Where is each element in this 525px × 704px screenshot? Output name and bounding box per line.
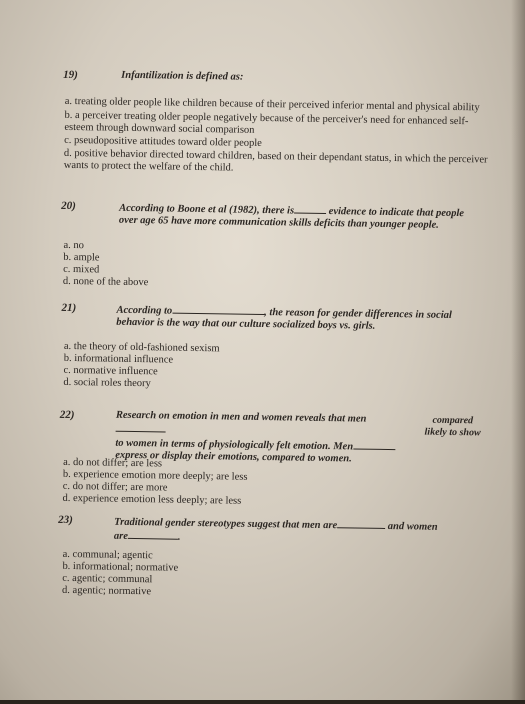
q23-option-d: d. agentic; normative [62, 584, 152, 598]
q22-options [62, 457, 247, 508]
q20-number: 20) [61, 199, 76, 213]
q19-option-a: a. treating older people like children because of their perceived inferior mental and physical ability [64, 95, 480, 114]
q22-answer-blank-1 [116, 422, 166, 433]
q20-stem-line2: over age 65 have more communication skills deficits than younger people. [118, 214, 439, 231]
q23-stem-part-b: and women [387, 520, 438, 533]
q23-stem-part-a: Traditional gender stereotypes suggest that men are [114, 516, 338, 532]
q21-options [63, 341, 219, 391]
q19-number: 19) [63, 68, 78, 82]
q22-option-d: d. experience emotion less deeply; are less [62, 492, 242, 507]
q19-option-c: c. pseudopositive attitudes toward older people [64, 134, 262, 149]
q20-option-c: c. mixed [63, 263, 100, 276]
q22-side-text [418, 414, 488, 439]
q20-stem-part-a: According to Boone et al (1982), there is [119, 202, 295, 217]
q20-option-a: a. no [63, 239, 85, 252]
q22-stem-line1: Research on emotion in men and women reveals that men [115, 409, 367, 425]
q22-side-compared: compared [432, 414, 474, 427]
q21-answer-blank [172, 304, 264, 315]
q21-stem-part-a: According to [116, 304, 173, 317]
q21-option-b: b. informational influence [63, 352, 174, 366]
q21-stem-part-b: , the reason for gender differences in social [264, 307, 452, 321]
q22-option-b: b. experience emotion more deeply; are less [62, 468, 248, 483]
q23-stem-end: . [177, 531, 181, 543]
q23-answer-blank-1 [337, 518, 385, 529]
q23-option-a: a. communal; agentic [62, 548, 153, 562]
q20-option-b: b. ample [63, 251, 100, 264]
q19-options [64, 96, 495, 179]
q23-stem [114, 515, 494, 549]
q22-answer-blank-2 [353, 439, 395, 450]
q22-option-a: a. do not differ; are less [63, 456, 163, 470]
q21-option-a: a. the theory of old-fashioned sexism [63, 340, 220, 355]
q22-stem-line2: to women in terms of physiologically felt emotion. Men [115, 437, 354, 453]
q20-option-d: d. none of the above [62, 275, 149, 289]
q21-stem [116, 303, 496, 335]
q23-answer-blank-2 [128, 529, 178, 540]
q19-stem: Infantilization is defined as: [121, 69, 244, 83]
q21-stem-line2: behavior is the way that our culture socialized boys vs. girls. [116, 316, 376, 332]
q20-stem-part-b: evidence to indicate that people [328, 206, 465, 220]
q19-option-b: b. a perceiver treating older people negatively because of the perceiver's need for enhanced self-esteem through downward social comparison [64, 109, 469, 136]
q19-option-d: d. positive behavior directed toward children, based on their dependant status, in which the perceiver wants to protect the welfare of the child. [63, 147, 488, 174]
q21-option-c: c. normative influence [63, 364, 158, 378]
q23-number: 23) [58, 513, 73, 527]
page-edge-shadow [511, 0, 525, 700]
q23-stem-line2: are [113, 530, 129, 542]
q21-option-d: d. social roles theory [63, 376, 151, 390]
q22-option-c: c. do not differ; are more [62, 480, 168, 494]
q20-options [63, 240, 149, 289]
q22-stem-line3: express or display their emotions, compared to women. [115, 449, 352, 465]
q23-option-b: b. informational; normative [62, 560, 179, 574]
q22-side-likely: likely to show [424, 426, 481, 439]
q20-stem [119, 201, 499, 233]
q23-options [62, 549, 179, 599]
q22-number: 22) [59, 408, 75, 422]
q21-number: 21) [61, 301, 77, 315]
q20-answer-blank [294, 203, 326, 214]
q23-option-c: c. agentic; communal [62, 572, 153, 586]
